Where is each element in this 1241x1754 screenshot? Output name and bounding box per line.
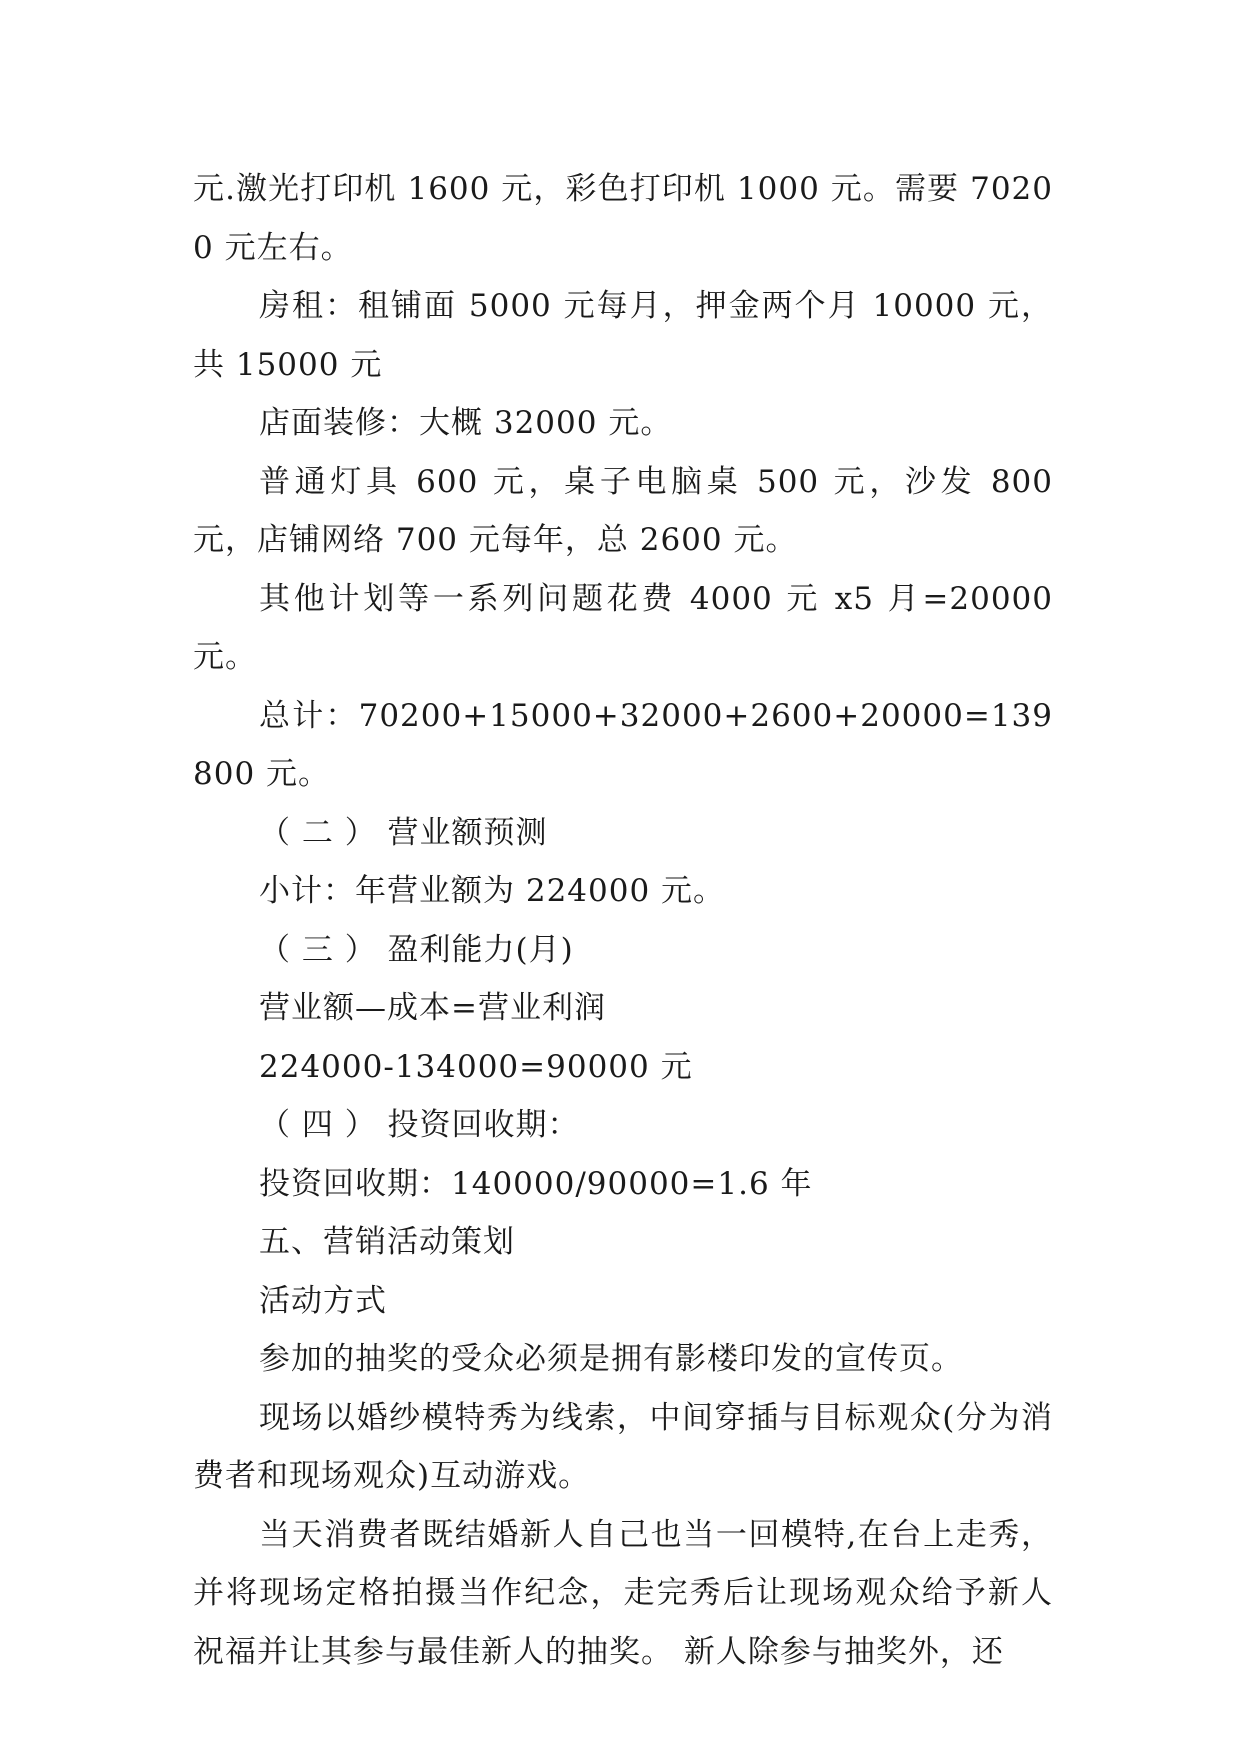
paragraph: 房租：租铺面 5000 元每月，押金两个月 10000 元，共 15000 元 bbox=[193, 288, 1053, 383]
document-body bbox=[193, 160, 1053, 1681]
paragraph: 参加的抽奖的受众必须是拥有影楼印发的宣传页。 bbox=[259, 1341, 963, 1377]
paragraph: 店面装修：大概 32000 元。 bbox=[259, 405, 673, 441]
paragraph: 元.激光打印机 1600 元，彩色打印机 1000 元。需要 70200 元左右。 bbox=[193, 171, 1053, 266]
paragraph: 其他计划等一系列问题花费 4000 元 x5 月=20000 元。 bbox=[193, 580, 1053, 675]
section-heading: 五、营销活动策划 bbox=[259, 1224, 515, 1260]
section-heading: （ 三 ） 盈利能力(月) bbox=[259, 931, 574, 968]
paragraph: 普通灯具 600 元，桌子电脑桌 500 元，沙发 800 元，店铺网络 700 元每年，总 2600 元。 bbox=[193, 463, 1053, 558]
paragraph: 投资回收期：140000/90000=1.6 年 bbox=[259, 1165, 813, 1202]
paragraph: 小计：年营业额为 224000 元。 bbox=[259, 873, 726, 909]
paragraph: 当天消费者既结婚新人自己也当一回模特,在台上走秀，并将现场定格拍摄当作纪念，走完秀后让现场观众给予新人祝福并让其参与最佳新人的抽奖。 新人除参与抽奖外，还 bbox=[193, 1516, 1053, 1670]
paragraph: 224000-134000=90000 元 bbox=[259, 1048, 693, 1085]
paragraph: 总计：70200+15000+32000+2600+20000=139800 元。 bbox=[193, 697, 1053, 792]
section-heading: （ 二 ） 营业额预测 bbox=[259, 814, 548, 851]
section-heading: （ 四 ） 投资回收期： bbox=[259, 1107, 580, 1143]
paragraph: 现场以婚纱模特秀为线索，中间穿插与目标观众(分为消费者和现场观众)互动游戏。 bbox=[193, 1399, 1053, 1494]
paragraph: 活动方式 bbox=[259, 1282, 387, 1319]
paragraph: 营业额—成本=营业利润 bbox=[259, 990, 606, 1026]
